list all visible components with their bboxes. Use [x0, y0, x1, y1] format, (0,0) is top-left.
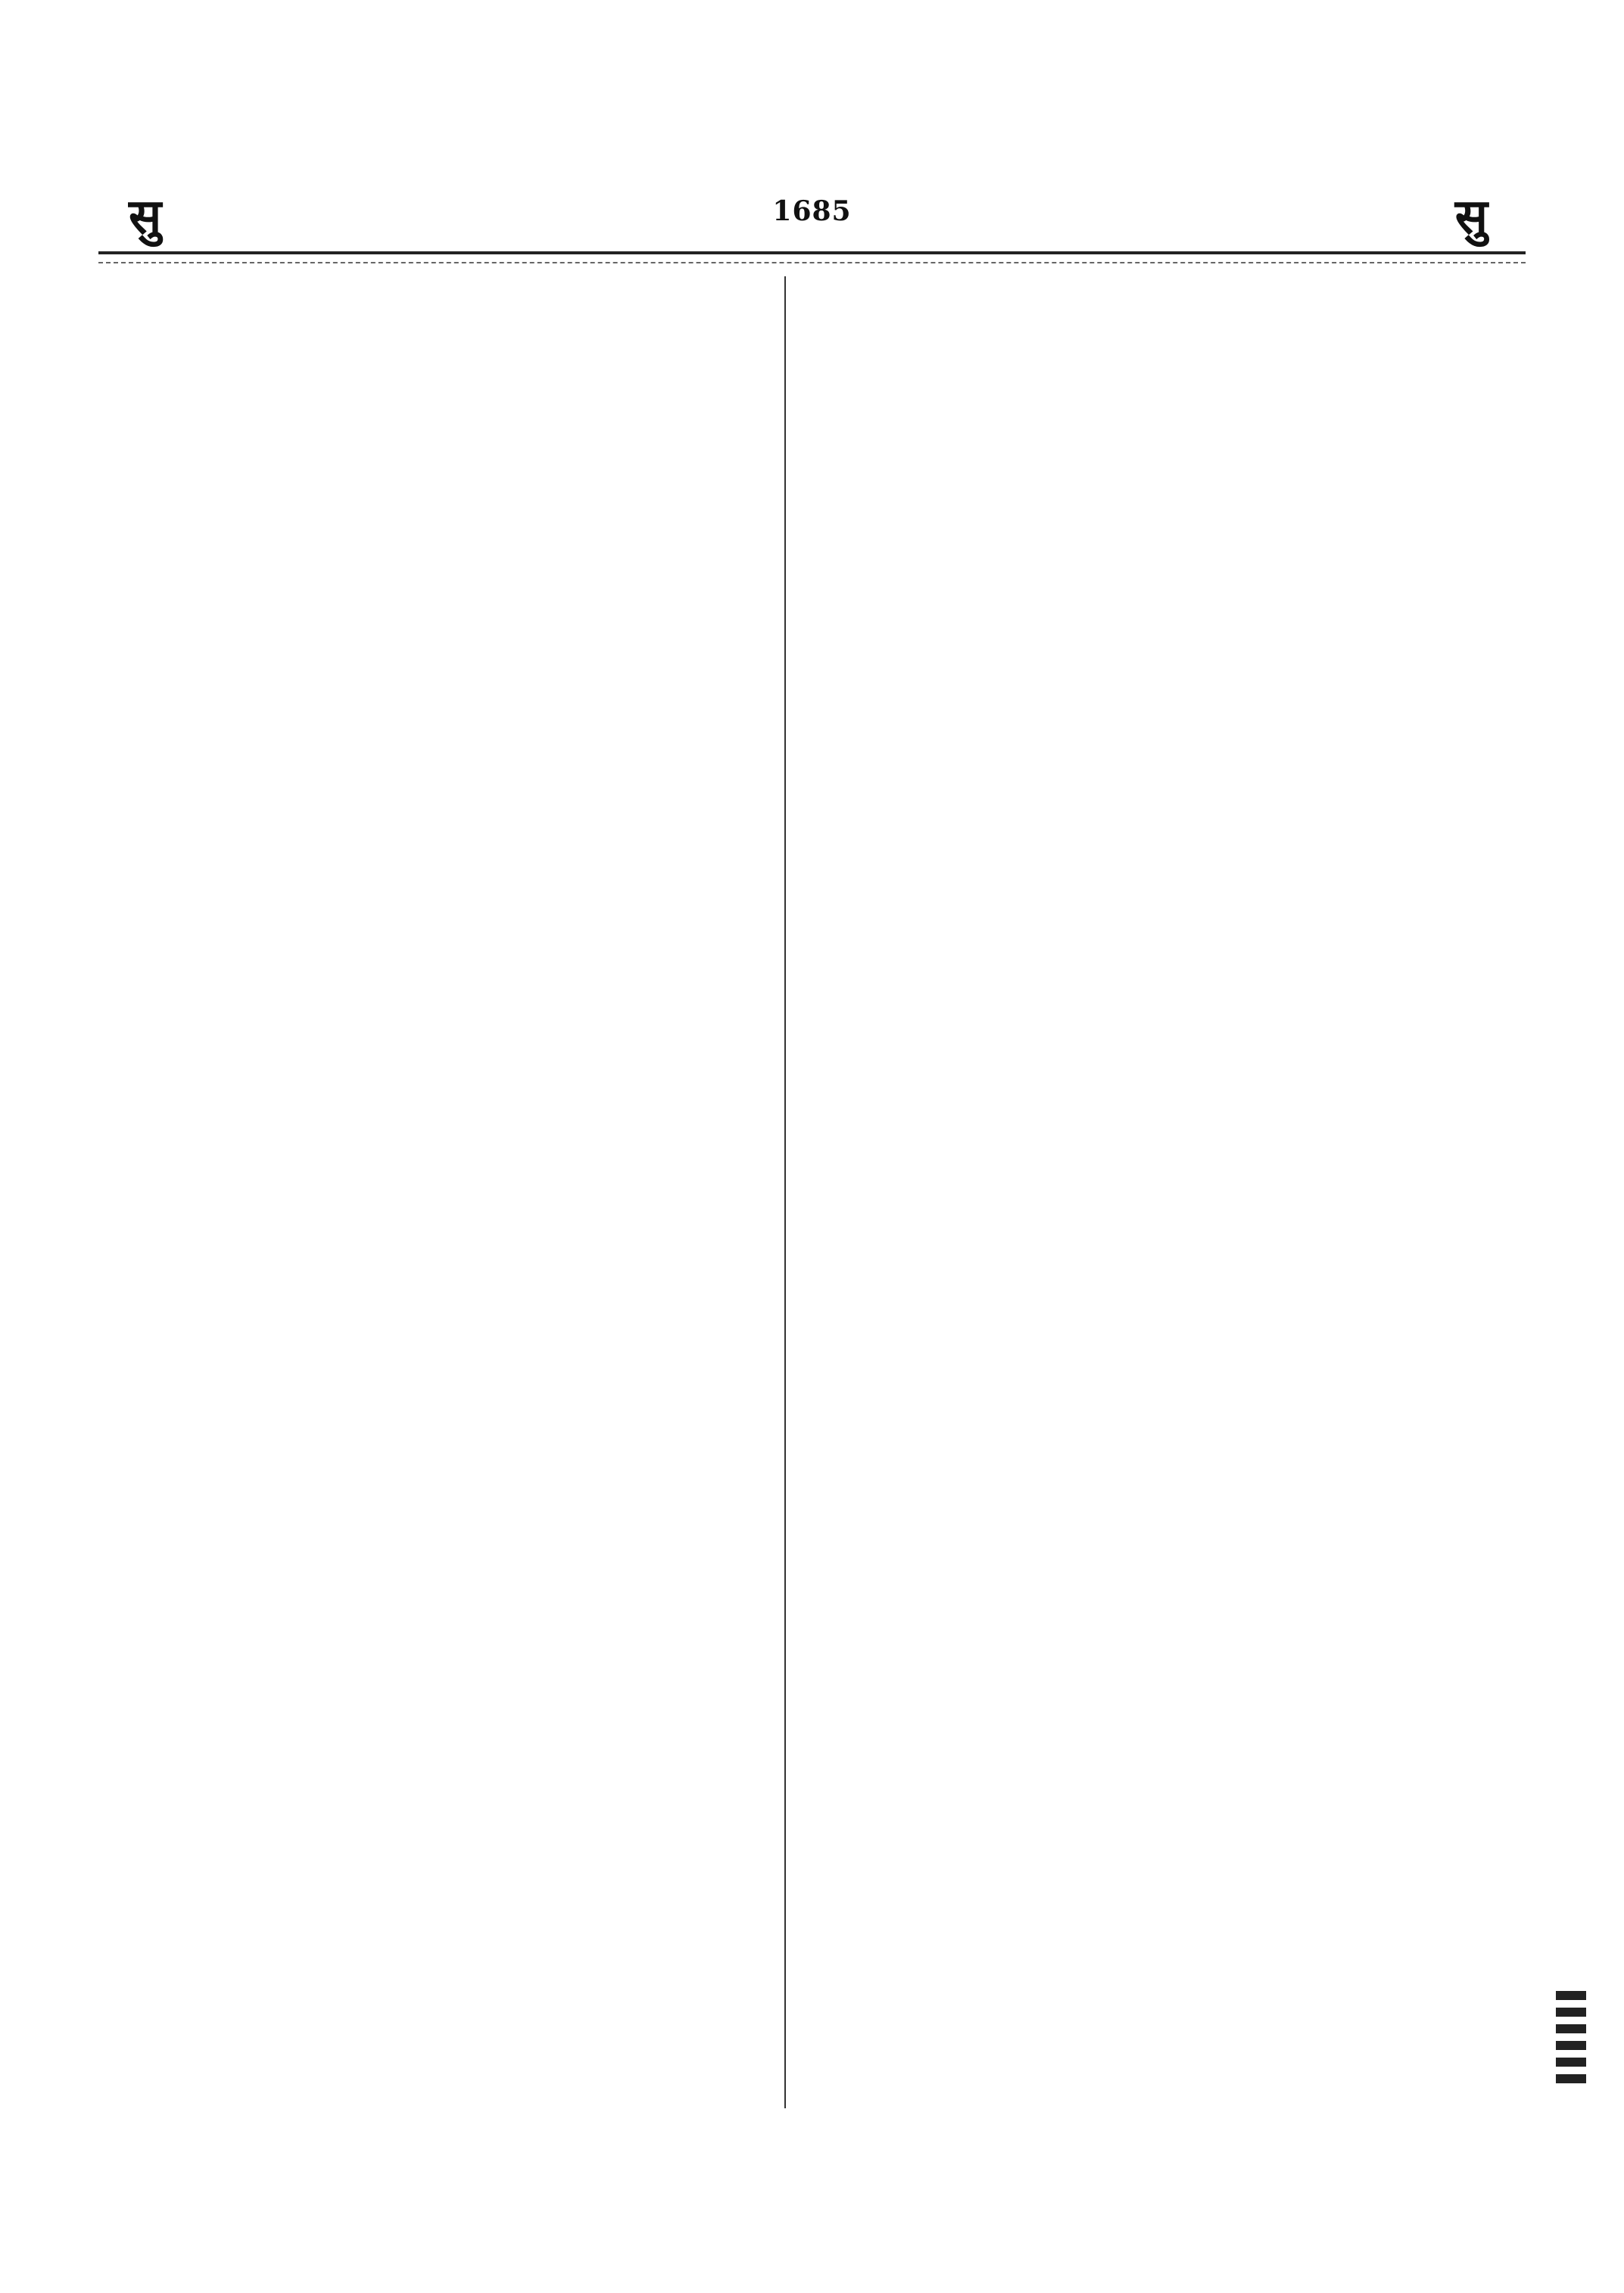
margin-thumb-mark [1556, 1991, 1586, 2127]
page-header [98, 174, 1526, 250]
header-right-letter: सु [1454, 188, 1488, 245]
left-column [91, 276, 765, 2108]
header-left-letter: सु [129, 188, 162, 245]
column-divider [784, 276, 786, 2108]
page-number: 1685 [772, 195, 852, 227]
header-dashed-rule [98, 262, 1526, 263]
right-column [803, 276, 1484, 2108]
header-rule [98, 251, 1526, 254]
